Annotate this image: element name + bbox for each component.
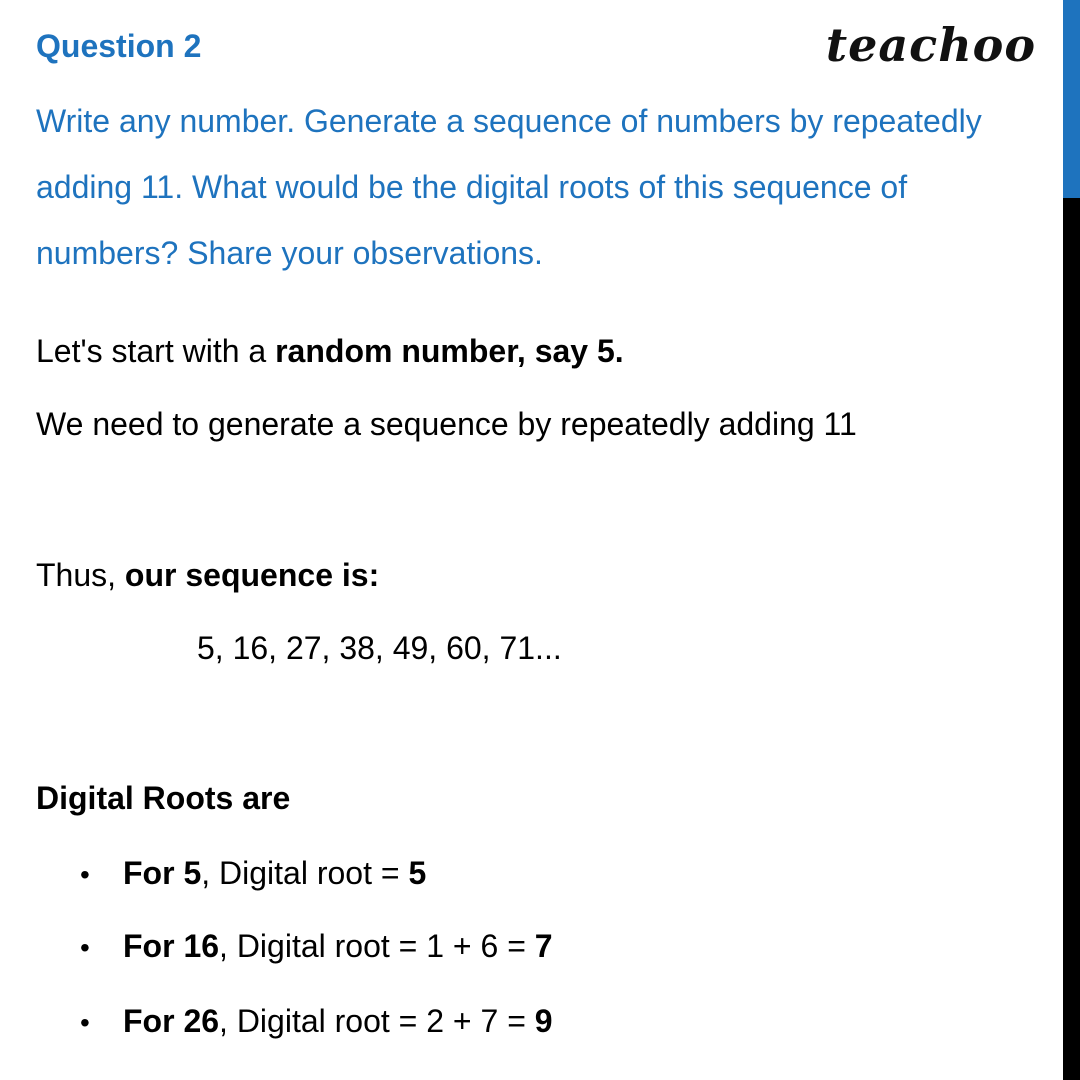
question-title: Question 2: [36, 28, 202, 64]
question-text: Write any number. Generate a sequence of numbers by repeatedly adding 11. What would be the digital roots of this sequence of numbers? Share your observations.: [36, 103, 982, 271]
root-middle: , Digital root = 2 + 7 =: [219, 1003, 535, 1039]
thus-line: [36, 557, 379, 594]
root-middle: , Digital root =: [201, 855, 409, 891]
root-result: 5: [408, 855, 427, 891]
sequence-text: 5, 16, 27, 38, 49, 60, 71...: [197, 630, 562, 666]
root-label: For 16: [123, 928, 220, 964]
root-result: 7: [534, 928, 553, 964]
step-line: We need to generate a sequence by repeatedly adding 11: [36, 406, 857, 442]
bullet-icon: •: [80, 1007, 90, 1038]
list-item: [80, 1003, 553, 1040]
intro-prefix: Let's start with a: [36, 333, 276, 369]
list-item: [80, 855, 426, 892]
root-middle: , Digital root = 1 + 6 =: [219, 928, 535, 964]
bullet-icon: •: [80, 932, 90, 963]
list-item: [80, 928, 553, 965]
thus-bold: our sequence is:: [124, 557, 380, 593]
teachoo-logo: teachoo: [825, 18, 1036, 72]
intro-bold: random number, say 5.: [275, 333, 624, 369]
bullet-icon: •: [80, 859, 90, 890]
thus-prefix: Thus,: [36, 557, 125, 593]
intro-line: [36, 333, 624, 370]
root-result: 9: [534, 1003, 553, 1039]
digital-roots-heading: Digital Roots are: [36, 780, 291, 816]
sidebar-accent: [1063, 0, 1080, 198]
root-label: For 26: [123, 1003, 220, 1039]
root-label: For 5: [123, 855, 202, 891]
